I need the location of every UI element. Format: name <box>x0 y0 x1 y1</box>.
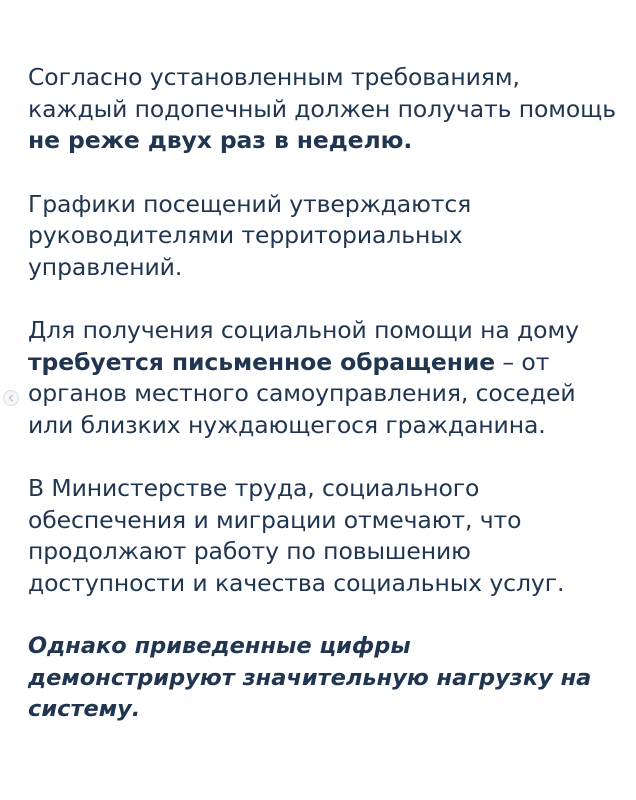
article-body <box>28 62 618 726</box>
emphasis-frequency: не реже двух раз в неделю. <box>28 126 413 154</box>
paragraph-application: Для получения социальной помощи на дому требуется письменное обращение – от органов местного самоуправления, соседей или близких нуждающегося гражданина. <box>28 316 579 439</box>
paragraph-schedules: Графики посещений утверждаются руководителями территориальных управлений. <box>28 189 472 281</box>
chevron-left-icon[interactable] <box>3 390 19 406</box>
paragraph-ministry: В Министерстве труда, социального обеспечения и миграции отмечают, что продолжают работу по повышению доступности и качества социальных услуг. <box>28 474 565 597</box>
emphasis-written-request: требуется письменное обращение <box>28 347 496 376</box>
conclusion-text: Однако приведенные цифры демонстрируют значительную нагрузку на систему. <box>28 633 592 722</box>
paragraph-requirements: Согласно установленным требованиям, каждый подопечный должен получать помощь не реже двух раз в неделю. <box>28 63 616 154</box>
